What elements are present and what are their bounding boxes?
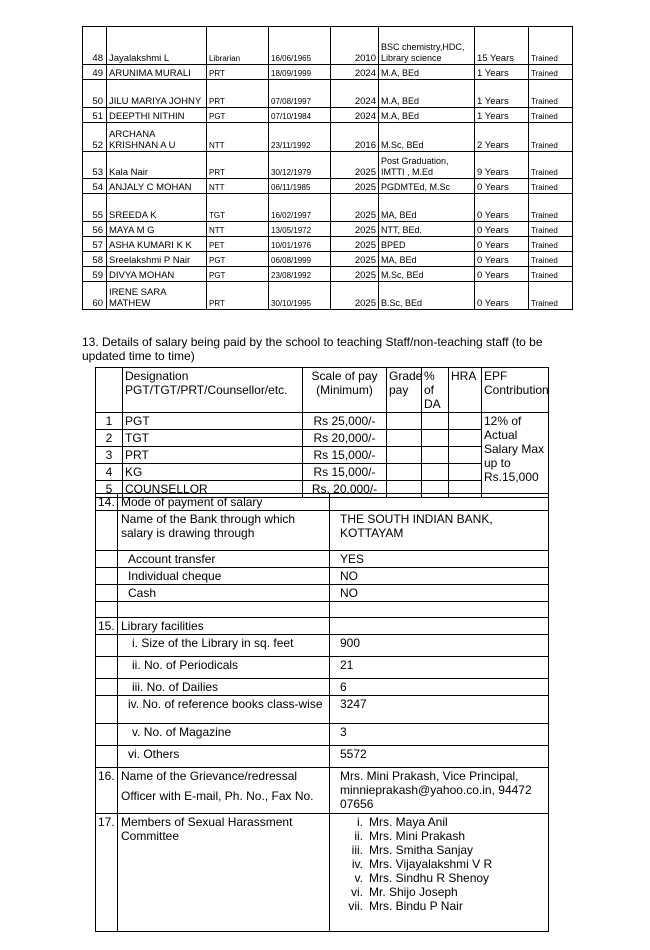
salary-da <box>422 430 449 447</box>
committee-member-name: Mrs. Mini Prakash <box>369 829 466 843</box>
staff-name: JILU MARIYA JOHNY <box>107 80 207 108</box>
staff-experience: 1 Years <box>475 108 529 123</box>
staff-status: Trained <box>529 27 573 65</box>
staff-experience: 1 Years <box>475 80 529 108</box>
library-row-number <box>96 746 118 768</box>
section-14-title-value <box>330 494 549 511</box>
staff-status: Trained <box>529 152 573 179</box>
committee-member <box>333 871 545 885</box>
library-row <box>96 746 549 768</box>
salary-grade <box>387 464 422 481</box>
salary-no: 1 <box>96 413 123 430</box>
library-row <box>96 657 549 679</box>
committee-member-numeral: iii. <box>351 843 363 857</box>
staff-year: 2025 <box>331 194 379 222</box>
staff-qualification: BPED <box>379 237 475 252</box>
staff-name: MAYA M G <box>107 222 207 237</box>
committee-member <box>333 829 545 843</box>
staff-year: 2025 <box>331 152 379 179</box>
committee-member-name: Mrs. Vijayalakshmi V R <box>369 857 493 871</box>
staff-designation: PRT <box>207 65 269 80</box>
section-14-title-row <box>96 494 549 511</box>
staff-name: SREEDA K <box>107 194 207 222</box>
staff-year: 2024 <box>331 65 379 80</box>
committee-member-numeral: i. <box>357 815 363 829</box>
committee-member-name: Mr. Shijo Joseph <box>369 885 458 899</box>
salary-designation: PGT <box>123 413 303 430</box>
staff-dob: 10/01/1976 <box>269 237 331 252</box>
staff-designation: PGT <box>207 267 269 282</box>
staff-qualification: B.Sc, BEd <box>379 282 475 310</box>
staff-no: 50 <box>83 80 107 108</box>
staff-name: Kala Nair <box>107 152 207 179</box>
payment-mode-number <box>96 568 118 585</box>
library-row-number <box>96 657 118 679</box>
blank-cell <box>96 602 118 618</box>
staff-no: 49 <box>83 65 107 80</box>
staff-qualification: Post Graduation, IMTTI , M.Ed <box>379 152 475 179</box>
staff-dob: 06/08/1999 <box>269 252 331 267</box>
library-value: 21 <box>330 657 549 679</box>
staff-row <box>83 282 573 310</box>
staff-designation: PGT <box>207 252 269 267</box>
staff-experience: 1 Years <box>475 65 529 80</box>
staff-designation: TGT <box>207 194 269 222</box>
payment-mode-value: NO <box>330 585 549 602</box>
staff-status: Trained <box>529 267 573 282</box>
grievance-label <box>118 768 330 814</box>
staff-designation: PRT <box>207 80 269 108</box>
staff-year: 2024 <box>331 80 379 108</box>
committee-member-numeral: ii. <box>354 829 363 843</box>
staff-year: 2025 <box>331 179 379 194</box>
payment-mode-body <box>96 551 549 602</box>
library-row-number <box>96 635 118 657</box>
salary-header-da: % of DA <box>422 368 449 413</box>
staff-experience: 15 Years <box>475 27 529 65</box>
staff-no: 54 <box>83 179 107 194</box>
library-row <box>96 635 549 657</box>
section-16-17-body <box>96 768 549 932</box>
bank-label: Name of the Bank through which salary is drawing through <box>118 511 330 551</box>
section-14-number: 14. <box>96 494 118 511</box>
salary-row <box>96 413 549 430</box>
salary-no: 5 <box>96 481 123 498</box>
staff-experience: 2 Years <box>475 123 529 152</box>
salary-header-no <box>96 368 123 413</box>
staff-status: Trained <box>529 282 573 310</box>
section-16-row <box>96 768 549 814</box>
staff-name: ANJALY C MOHAN <box>107 179 207 194</box>
payment-mode-row <box>96 585 549 602</box>
staff-dob: 18/09/1999 <box>269 65 331 80</box>
staff-table <box>82 26 573 310</box>
grievance-value: Mrs. Mini Prakash, Vice Principal, minnieprakash@yahoo.co.in, 94472 07656 <box>330 768 549 814</box>
committee-member <box>333 815 545 829</box>
salary-designation: KG <box>123 464 303 481</box>
staff-dob: 16/02/1997 <box>269 194 331 222</box>
staff-dob: 30/10/1995 <box>269 282 331 310</box>
staff-dob: 06/11/1985 <box>269 179 331 194</box>
section-15-title-value <box>330 618 549 635</box>
section-17-row <box>96 814 549 932</box>
bank-row <box>96 511 549 551</box>
library-value: 900 <box>330 635 549 657</box>
payment-mode-label: Individual cheque <box>118 568 330 585</box>
staff-name: Sreelakshmi P Nair <box>107 252 207 267</box>
salary-designation: COUNSELLOR <box>123 481 303 498</box>
library-label: i. Size of the Library in sq. feet <box>118 635 330 657</box>
staff-no: 51 <box>83 108 107 123</box>
committee-member <box>333 843 545 857</box>
staff-row <box>83 194 573 222</box>
salary-row <box>96 464 549 481</box>
section-13-heading: 13. Details of salary being paid by the school to teaching Staff/non-teaching staff (to be updated time to time) <box>82 335 543 363</box>
section-15-body <box>96 602 549 635</box>
staff-experience: 0 Years <box>475 252 529 267</box>
staff-status: Trained <box>529 123 573 152</box>
staff-year: 2010 <box>331 27 379 65</box>
staff-dob: 23/08/1992 <box>269 267 331 282</box>
info-table-body <box>96 494 549 551</box>
salary-da <box>422 464 449 481</box>
staff-row <box>83 252 573 267</box>
staff-designation: NTT <box>207 179 269 194</box>
staff-row <box>83 179 573 194</box>
staff-qualification: MA, BEd <box>379 252 475 267</box>
staff-status: Trained <box>529 108 573 123</box>
salary-row <box>96 430 549 447</box>
staff-name: IRENE SARA MATHEW <box>107 282 207 310</box>
staff-qualification: M.A, BEd <box>379 80 475 108</box>
staff-no: 57 <box>83 237 107 252</box>
staff-qualification: MA, BEd <box>379 194 475 222</box>
salary-header-hra: HRA <box>449 368 482 413</box>
staff-designation: PET <box>207 237 269 252</box>
staff-designation: PGT <box>207 108 269 123</box>
salary-scale: Rs 25,000/- <box>303 413 387 430</box>
salary-hra <box>449 464 482 481</box>
staff-qualification: PGDMTEd, M.Sc <box>379 179 475 194</box>
staff-name: ARUNIMA MURALI <box>107 65 207 80</box>
staff-year: 2024 <box>331 108 379 123</box>
staff-row <box>83 27 573 65</box>
staff-experience: 0 Years <box>475 222 529 237</box>
staff-no: 53 <box>83 152 107 179</box>
staff-experience: 0 Years <box>475 194 529 222</box>
payment-mode-label: Account transfer <box>118 551 330 568</box>
grievance-label-line2: Officer with E-mail, Ph. No., Fax No. <box>121 789 314 803</box>
staff-row <box>83 108 573 123</box>
salary-header-designation: Designation PGT/TGT/PRT/Counsellor/etc. <box>123 368 303 413</box>
committee-member <box>333 885 545 899</box>
library-label: ii. No. of Periodicals <box>118 657 330 679</box>
library-label: iv. No. of reference books class-wise <box>118 696 330 724</box>
staff-year: 2025 <box>331 222 379 237</box>
salary-table <box>95 367 549 498</box>
section-15-number: 15. <box>96 618 118 635</box>
staff-no: 56 <box>83 222 107 237</box>
library-label: iii. No. of Dailies <box>118 679 330 696</box>
committee-member-numeral: vii. <box>348 899 363 913</box>
blank-row <box>96 602 549 618</box>
salary-header-scale: Scale of pay (Minimum) <box>303 368 387 413</box>
committee-member-name: Mrs. Smitha Sanjay <box>369 843 474 857</box>
staff-dob: 16/06/1965 <box>269 27 331 65</box>
staff-experience: 9 Years <box>475 152 529 179</box>
payment-mode-row <box>96 568 549 585</box>
staff-no: 48 <box>83 27 107 65</box>
staff-designation: PRT <box>207 282 269 310</box>
payment-mode-label: Cash <box>118 585 330 602</box>
salary-designation: TGT <box>123 430 303 447</box>
salary-epf-note: 12% of Actual Salary Max up to Rs.15,000 <box>482 413 549 498</box>
staff-name: ARCHANA KRISHNAN A U <box>107 123 207 152</box>
staff-designation: PRT <box>207 152 269 179</box>
section-15-title: Library facilities <box>118 618 330 635</box>
salary-header-row <box>96 368 549 413</box>
staff-status: Trained <box>529 179 573 194</box>
staff-experience: 0 Years <box>475 282 529 310</box>
committee-member <box>333 899 545 913</box>
committee-member-name: Mrs. Maya Anil <box>369 815 448 829</box>
salary-designation: PRT <box>123 447 303 464</box>
salary-header-epf: EPF Contribution <box>482 368 549 413</box>
salary-grade <box>387 430 422 447</box>
staff-year: 2025 <box>331 252 379 267</box>
staff-row <box>83 65 573 80</box>
bank-value: THE SOUTH INDIAN BANK, KOTTAYAM <box>330 511 549 551</box>
blank-cell <box>118 602 330 618</box>
staff-no: 58 <box>83 252 107 267</box>
staff-experience: 0 Years <box>475 237 529 252</box>
blank-cell <box>330 602 549 618</box>
bank-row-number <box>96 511 118 551</box>
salary-no: 4 <box>96 464 123 481</box>
section-14-title: Mode of payment of salary <box>118 494 330 511</box>
library-row <box>96 696 549 724</box>
committee-member-name: Mrs. Sindhu R Shenoy <box>369 871 490 885</box>
staff-year: 2025 <box>331 282 379 310</box>
library-body <box>96 635 549 768</box>
staff-year: 2016 <box>331 123 379 152</box>
salary-grade <box>387 447 422 464</box>
staff-experience: 0 Years <box>475 179 529 194</box>
staff-year: 2025 <box>331 267 379 282</box>
staff-status: Trained <box>529 237 573 252</box>
staff-name: Jayalakshmi L <box>107 27 207 65</box>
staff-qualification: NTT, BEd. <box>379 222 475 237</box>
staff-table-body <box>83 27 573 310</box>
library-row-number <box>96 679 118 696</box>
payment-mode-value: YES <box>330 551 549 568</box>
committee-members <box>330 814 549 932</box>
salary-scale: Rs. 20,000/- <box>303 481 387 498</box>
payment-mode-number <box>96 585 118 602</box>
staff-no: 60 <box>83 282 107 310</box>
staff-qualification: BSC chemistry,HDC, Library science <box>379 27 475 65</box>
library-value: 3 <box>330 724 549 746</box>
committee-member <box>333 857 545 871</box>
staff-designation: NTT <box>207 123 269 152</box>
section-16-number: 16. <box>96 768 118 814</box>
staff-status: Trained <box>529 194 573 222</box>
staff-dob: 30/12/1979 <box>269 152 331 179</box>
salary-header-grade: Grade pay <box>387 368 422 413</box>
staff-dob: 23/11/1992 <box>269 123 331 152</box>
staff-qualification: M.Sc, BEd <box>379 267 475 282</box>
salary-no: 3 <box>96 447 123 464</box>
staff-no: 52 <box>83 123 107 152</box>
committee-member-list <box>333 815 545 913</box>
salary-row <box>96 447 549 464</box>
salary-scale: Rs 15,000/- <box>303 464 387 481</box>
staff-dob: 07/08/1997 <box>269 80 331 108</box>
committee-member-name: Mrs. Bindu P Nair <box>369 899 463 913</box>
payment-mode-row <box>96 551 549 568</box>
staff-name: DEEPTHI NITHIN <box>107 108 207 123</box>
staff-year: 2025 <box>331 237 379 252</box>
salary-hra <box>449 447 482 464</box>
library-label: vi. Others <box>118 746 330 768</box>
staff-qualification: M.A, BEd <box>379 65 475 80</box>
salary-no: 2 <box>96 430 123 447</box>
salary-hra <box>449 430 482 447</box>
staff-qualification: M.A, BEd <box>379 108 475 123</box>
staff-row <box>83 123 573 152</box>
section-17-number: 17. <box>96 814 118 932</box>
info-table <box>95 493 549 932</box>
staff-status: Trained <box>529 65 573 80</box>
committee-member-numeral: vi. <box>351 885 363 899</box>
staff-qualification: M.Sc, BEd <box>379 123 475 152</box>
salary-da <box>422 447 449 464</box>
staff-status: Trained <box>529 222 573 237</box>
staff-designation: NTT <box>207 222 269 237</box>
salary-scale: Rs 20,000/- <box>303 430 387 447</box>
library-row <box>96 724 549 746</box>
salary-da <box>422 413 449 430</box>
salary-table-body <box>96 413 549 498</box>
salary-hra <box>449 413 482 430</box>
staff-name: DIVYA MOHAN <box>107 267 207 282</box>
committee-label: Members of Sexual Harassment Committee <box>118 814 330 932</box>
library-value: 6 <box>330 679 549 696</box>
library-value: 5572 <box>330 746 549 768</box>
grievance-label-line1: Name of the Grievance/redressal <box>121 769 298 783</box>
staff-dob: 13/05/1972 <box>269 222 331 237</box>
staff-designation: Librarian <box>207 27 269 65</box>
staff-no: 55 <box>83 194 107 222</box>
section-15-title-row <box>96 618 549 635</box>
library-row-number <box>96 724 118 746</box>
staff-row <box>83 267 573 282</box>
staff-no: 59 <box>83 267 107 282</box>
committee-member-numeral: iv. <box>351 857 363 871</box>
library-row <box>96 679 549 696</box>
library-value: 3247 <box>330 696 549 724</box>
library-label: v. No. of Magazine <box>118 724 330 746</box>
salary-scale: Rs 15,000/- <box>303 447 387 464</box>
staff-row <box>83 222 573 237</box>
payment-mode-number <box>96 551 118 568</box>
staff-status: Trained <box>529 80 573 108</box>
payment-mode-value: NO <box>330 568 549 585</box>
staff-row <box>83 80 573 108</box>
staff-status: Trained <box>529 252 573 267</box>
staff-experience: 0 Years <box>475 267 529 282</box>
committee-member-numeral: v. <box>354 871 363 885</box>
staff-row <box>83 152 573 179</box>
staff-row <box>83 237 573 252</box>
staff-dob: 07/10/1984 <box>269 108 331 123</box>
staff-name: ASHA KUMARI K K <box>107 237 207 252</box>
library-row-number <box>96 696 118 724</box>
salary-grade <box>387 413 422 430</box>
